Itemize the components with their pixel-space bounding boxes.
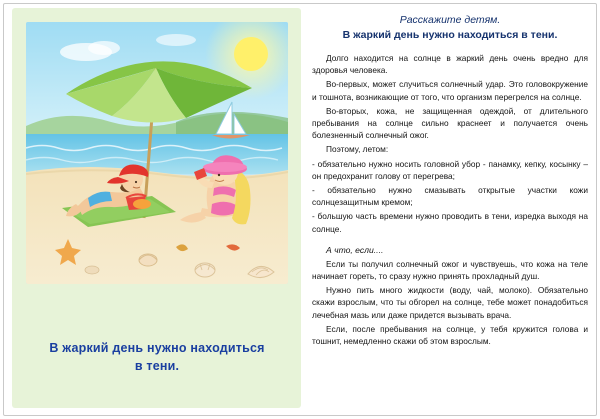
paragraph: Долго находится на солнце в жаркий день очень вредно для здоровья человека. bbox=[312, 53, 588, 76]
list-item: - обязательно нужно смазывать открытые участки кожи солнцезащитным кремом; bbox=[312, 185, 588, 208]
paragraph: Поэтому, летом: bbox=[326, 144, 389, 155]
article-text-panel bbox=[312, 14, 588, 406]
paragraph: Если ты получил солнечный ожог и чувствуешь, что кожа на теле начинает гореть, то сразу нужно принять прохладный душ. bbox=[312, 258, 588, 282]
caption-line-1: В жаркий день нужно находиться bbox=[49, 341, 265, 355]
paragraph: Во-первых, может случиться солнечный удар. Это головокружение и тошнота, возникающие от того, что организм перегрелся на солнце. bbox=[312, 79, 588, 102]
article-title: В жаркий день нужно находиться в тени. bbox=[342, 29, 558, 41]
left-panel bbox=[12, 8, 301, 408]
beach-illustration bbox=[26, 22, 288, 284]
paragraph: Нужно пить много жидкости (воду, чай, молоко). Обязательно скажи взрослым, что ты обгорел на солнце, тебе может понадобиться лечебная мазь или даже придется вызывать врача. bbox=[312, 285, 588, 320]
beach-scene-svg bbox=[26, 22, 288, 284]
caption-line-2: в тени. bbox=[134, 359, 180, 373]
paragraph: Во-вторых, кожа, не защищенная одеждой, от длительного пребывания на солнце сильно краснеет и получается очень болезненный солнечный ожог. bbox=[312, 105, 588, 141]
illustration-caption bbox=[26, 326, 288, 388]
article-subtitle: Расскажите детям. bbox=[399, 14, 501, 26]
section-subheading: А что, если.... bbox=[326, 244, 384, 255]
paragraph: Если, после пребывания на солнце, у тебя кружится голова и тошнит, немедленно скажи об этом взрослым. bbox=[312, 323, 588, 347]
section-spacer bbox=[312, 237, 588, 245]
list-item: - большую часть времени нужно проводить в тени, изредка выходя на солнце. bbox=[312, 211, 588, 234]
list-item: - обязательно нужно носить головной убор - панамку, кепку, косынку – он предохранит голову от перегрева; bbox=[312, 158, 588, 181]
